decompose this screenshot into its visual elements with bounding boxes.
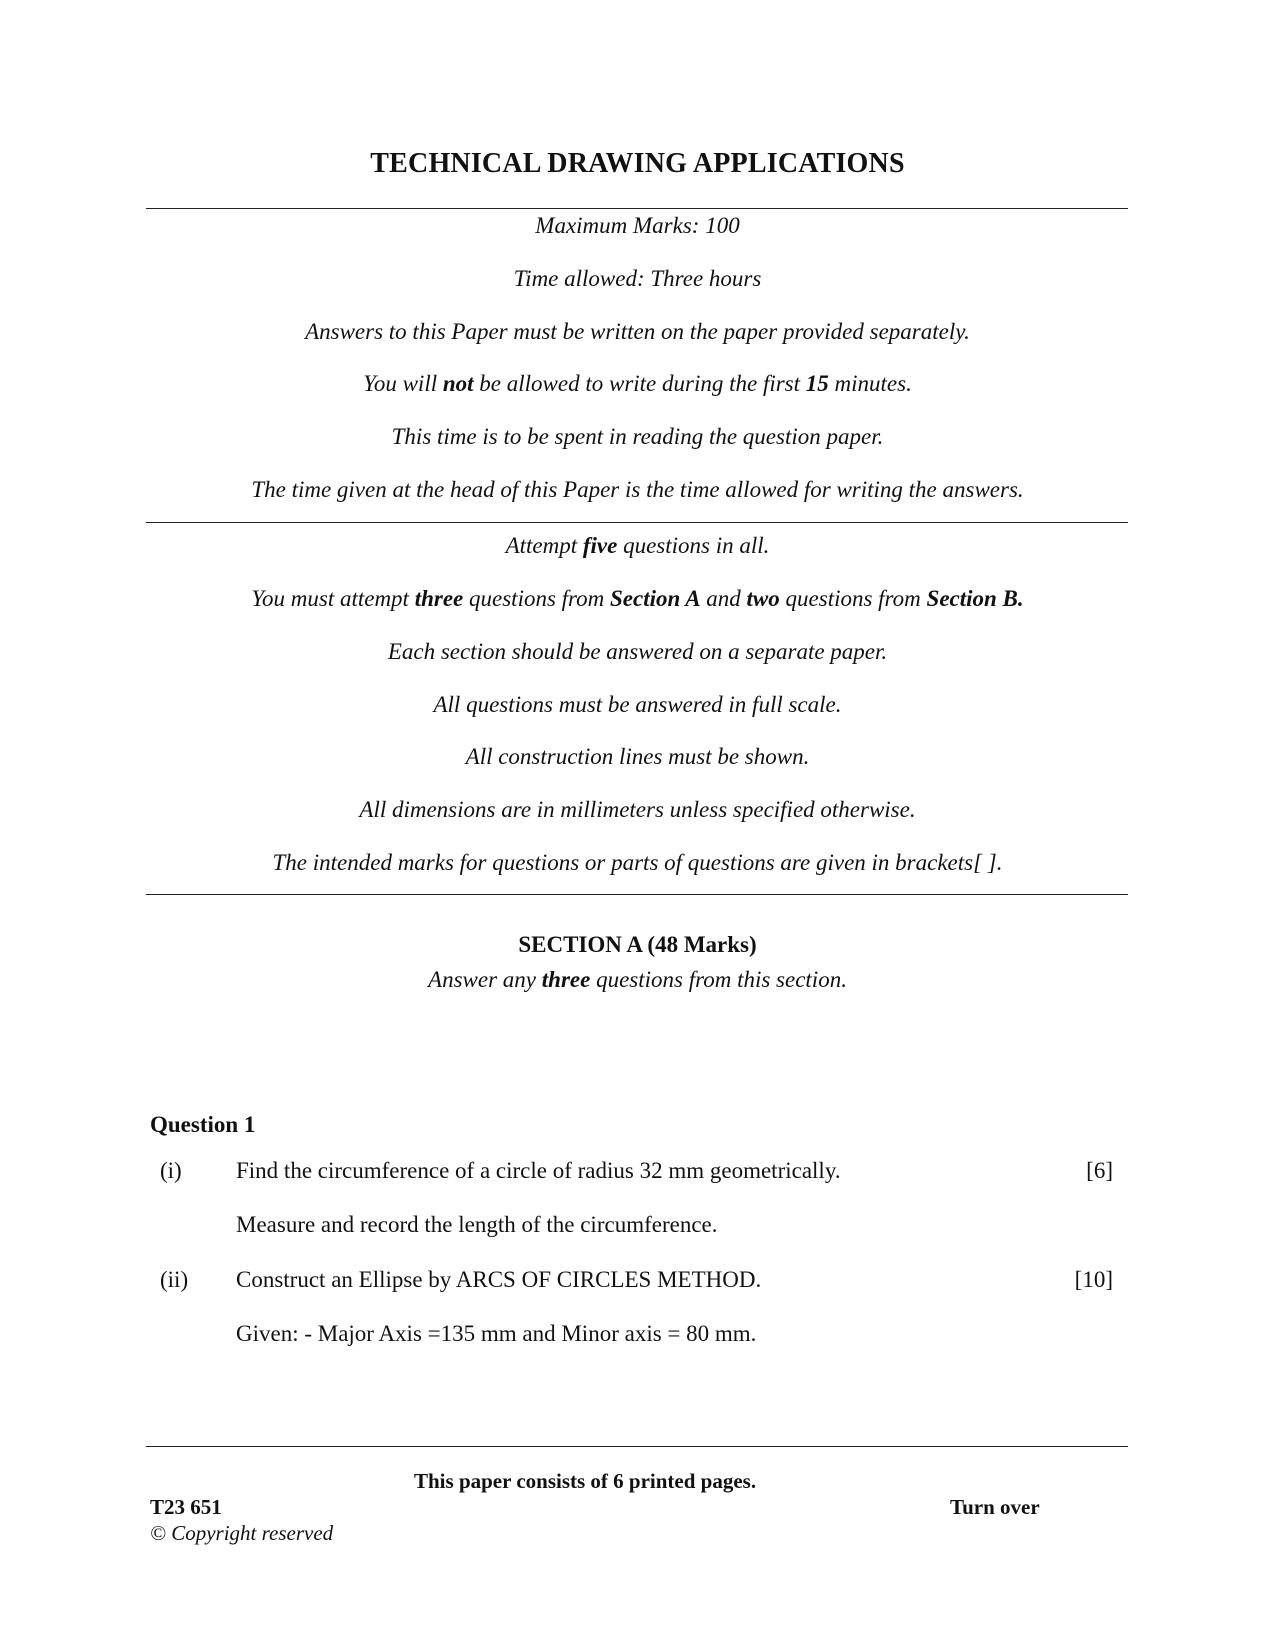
section-a-instruction: Answer any three questions from this section.: [428, 967, 847, 992]
footer-divider: [146, 1446, 1128, 1447]
construction-lines-note: All construction lines must be shown.: [465, 744, 810, 769]
copyright-notice: © Copyright reserved: [150, 1521, 334, 1545]
no-write-note: You will not be allowed to write during the first 15 minutes.: [363, 371, 912, 396]
time-allowed: Time allowed: Three hours: [513, 266, 762, 291]
paper-title: TECHNICAL DRAWING APPLICATIONS: [370, 148, 905, 179]
attempt-note: Attempt five questions in all.: [505, 533, 770, 558]
section-a-heading: SECTION A (48 Marks): [518, 932, 757, 957]
paper-code: T23 651: [150, 1495, 222, 1519]
separate-paper-note: Each section should be answered on a separate paper.: [387, 639, 888, 664]
time-given-note: The time given at the head of this Paper is the time allowed for writing the answers.: [251, 477, 1024, 502]
part-text-continued: Measure and record the length of the circumference.: [236, 1212, 718, 1237]
reading-time-note: This time is to be spent in reading the question paper.: [391, 424, 884, 449]
max-marks: Maximum Marks: 100: [535, 213, 740, 238]
part-marks: [6]: [1086, 1158, 1113, 1183]
part-number: (i): [160, 1158, 182, 1183]
sections-note: You must attempt three questions from Section A and two questions from Section B.: [251, 586, 1024, 611]
dimensions-note: All dimensions are in millimeters unless specified otherwise.: [359, 797, 916, 822]
part-text: Find the circumference of a circle of radius 32 mm geometrically.: [236, 1158, 841, 1183]
page-count-note: This paper consists of 6 printed pages.: [414, 1469, 757, 1493]
part-text-continued: Given: - Major Axis =135 mm and Minor axis = 80 mm.: [236, 1321, 757, 1346]
divider-top: [146, 208, 1128, 209]
full-scale-note: All questions must be answered in full scale.: [433, 692, 842, 717]
question-1-heading: Question 1: [150, 1112, 256, 1137]
answers-paper-note: Answers to this Paper must be written on the paper provided separately.: [305, 319, 970, 344]
divider-bottom: [146, 894, 1128, 895]
marks-note: The intended marks for questions or parts of questions are given in brackets[ ].: [272, 850, 1003, 875]
part-number: (ii): [160, 1267, 189, 1292]
part-marks: [10]: [1074, 1267, 1113, 1292]
divider-middle: [146, 522, 1128, 523]
part-text: Construct an Ellipse by ARCS OF CIRCLES METHOD.: [236, 1267, 762, 1292]
turn-over-label: Turn over: [950, 1495, 1040, 1519]
